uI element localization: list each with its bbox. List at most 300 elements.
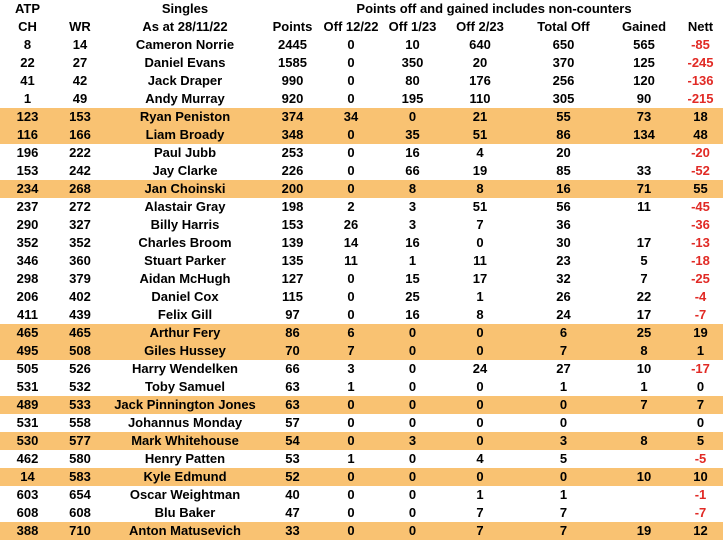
table-row <box>0 378 723 396</box>
column-header-row <box>0 18 723 36</box>
cell-off-2-23: 7 <box>443 522 517 540</box>
cell-off-2-23: 7 <box>476 505 484 520</box>
cell-off-12-22: 0 <box>320 522 382 540</box>
table-row <box>0 324 723 342</box>
cell-off-12-22: 0 <box>347 307 355 322</box>
cell-gained: 134 <box>610 126 678 144</box>
cell-nett: -5 <box>694 451 707 466</box>
cell-wr: 49 <box>72 91 88 106</box>
cell-name: Daniel Evans <box>144 55 226 70</box>
cell-wr: 379 <box>69 271 91 286</box>
cell-ch: 206 <box>16 289 39 304</box>
cell-off-1-23: 16 <box>405 307 420 322</box>
table-row <box>0 54 723 72</box>
cell-off-1-23: 195 <box>401 91 424 106</box>
cell-points: 198 <box>281 199 304 214</box>
cell-name: Kyle Edmund <box>105 468 265 486</box>
cell-name: Anton Matusevich <box>105 522 265 540</box>
cell-nett: 7 <box>678 396 723 414</box>
cell-name: Jack Draper <box>147 73 223 88</box>
column-header-ch: CH <box>18 19 37 34</box>
cell-nett: -45 <box>691 199 710 214</box>
cell-off-1-23: 0 <box>408 379 417 394</box>
cell-total-off: 7 <box>517 522 610 540</box>
cell-wr: 352 <box>69 235 91 250</box>
cell-total-off: 650 <box>552 37 575 52</box>
cell-gained <box>610 144 678 162</box>
cell-name: Stuart Parker <box>144 253 226 268</box>
cell-off-1-23: 0 <box>382 342 443 360</box>
cell-off-1-23: 10 <box>405 37 420 52</box>
cell-nett: -18 <box>691 253 710 268</box>
cell-off-12-22: 34 <box>320 108 382 126</box>
cell-ch: 196 <box>16 145 39 160</box>
cell-total-off: 305 <box>552 91 575 106</box>
cell-gained <box>610 216 678 234</box>
cell-off-12-22: 0 <box>347 487 355 502</box>
cell-off-2-23: 4 <box>476 451 484 466</box>
cell-off-2-23: 0 <box>443 432 517 450</box>
cell-wr: 608 <box>69 505 91 520</box>
cell-nett: -215 <box>687 91 714 106</box>
cell-off-2-23: 17 <box>472 271 488 286</box>
column-header-off-12-22: Off 12/22 <box>323 19 379 34</box>
cell-gained <box>610 450 678 468</box>
cell-off-12-22: 0 <box>347 37 355 52</box>
cell-name: Cameron Norrie <box>135 37 235 52</box>
cell-off-12-22: 0 <box>320 396 382 414</box>
cell-off-12-22: 0 <box>347 289 355 304</box>
cell-off-1-23: 0 <box>382 468 443 486</box>
table-row <box>0 270 723 288</box>
cell-nett: -245 <box>687 55 714 70</box>
cell-off-12-22: 0 <box>320 468 382 486</box>
cell-off-1-23: 0 <box>382 396 443 414</box>
cell-gained: 17 <box>636 235 652 250</box>
table-row <box>0 504 723 522</box>
cell-off-2-23: 0 <box>443 468 517 486</box>
cell-off-12-22: 1 <box>347 379 355 394</box>
cell-ch: 505 <box>16 361 39 376</box>
table-row <box>0 432 723 450</box>
cell-name: Giles Hussey <box>105 342 265 360</box>
cell-off-12-22: 26 <box>343 217 359 232</box>
table-row <box>0 108 723 126</box>
cell-name: Henry Patten <box>144 451 226 466</box>
cell-wr: 526 <box>69 361 91 376</box>
cell-nett: -7 <box>694 505 707 520</box>
cell-off-2-23: 0 <box>443 342 517 360</box>
cell-name: Jay Clarke <box>152 163 218 178</box>
cell-ch: 388 <box>0 522 55 540</box>
cell-wr: 272 <box>69 199 91 214</box>
cell-total-off: 23 <box>556 253 571 268</box>
cell-off-2-23: 19 <box>472 163 488 178</box>
cell-off-1-23: 0 <box>408 487 417 502</box>
cell-name: Blu Baker <box>154 505 216 520</box>
cell-ch: 22 <box>20 55 35 70</box>
cell-ch: 531 <box>16 379 39 394</box>
cell-wr: 465 <box>55 324 105 342</box>
table-row <box>0 288 723 306</box>
cell-name: Jack Pinnington Jones <box>105 396 265 414</box>
table-row <box>0 450 723 468</box>
cell-off-2-23: 0 <box>443 324 517 342</box>
cell-off-1-23: 0 <box>408 361 417 376</box>
cell-nett: -13 <box>691 235 710 250</box>
cell-gained: 90 <box>636 91 652 106</box>
cell-ch: 465 <box>0 324 55 342</box>
cell-nett: -1 <box>694 487 707 502</box>
cell-off-12-22: 2 <box>347 199 355 214</box>
table-row <box>0 198 723 216</box>
cell-off-2-23: 4 <box>476 145 484 160</box>
cell-nett: 18 <box>678 108 723 126</box>
cell-gained: 1 <box>640 379 648 394</box>
cell-off-2-23: 21 <box>443 108 517 126</box>
cell-name: Andy Murray <box>145 91 225 106</box>
cell-name: Johannus Monday <box>127 415 243 430</box>
cell-off-1-23: 0 <box>408 505 417 520</box>
cell-off-12-22: 3 <box>347 361 355 376</box>
cell-gained: 125 <box>633 55 655 70</box>
cell-wr: 27 <box>72 55 88 70</box>
cell-nett: 55 <box>678 180 723 198</box>
table-row <box>0 180 723 198</box>
cell-wr: 222 <box>69 145 91 160</box>
cell-points: 135 <box>281 253 304 268</box>
cell-total-off: 24 <box>556 307 571 322</box>
cell-total-off: 86 <box>517 126 610 144</box>
cell-total-off: 30 <box>556 235 571 250</box>
cell-gained: 17 <box>636 307 652 322</box>
cell-gained: 19 <box>610 522 678 540</box>
column-header-gained: Gained <box>621 19 667 34</box>
cell-ch: 41 <box>20 73 35 88</box>
cell-off-2-23: 8 <box>443 180 517 198</box>
cell-points: 127 <box>281 271 304 286</box>
cell-gained <box>610 414 678 432</box>
cell-points: 2445 <box>278 37 307 52</box>
cell-total-off: 1 <box>559 379 568 394</box>
table-row <box>0 162 723 180</box>
cell-ch: 298 <box>16 271 39 286</box>
table-row <box>0 72 723 90</box>
cell-off-1-23: 35 <box>382 126 443 144</box>
cell-wr: 166 <box>55 126 105 144</box>
cell-points: 348 <box>265 126 320 144</box>
cell-points: 63 <box>265 396 320 414</box>
cell-total-off: 5 <box>559 451 568 466</box>
cell-off-1-23: 16 <box>405 235 420 250</box>
table-row <box>0 486 723 504</box>
column-header-off-1-23: Off 1/23 <box>388 19 437 34</box>
column-header-wr: WR <box>69 19 91 34</box>
column-header-points: Points <box>272 19 313 34</box>
cell-wr: 533 <box>55 396 105 414</box>
cell-wr: 360 <box>69 253 91 268</box>
cell-ch: 411 <box>17 307 38 322</box>
cell-points: 86 <box>265 324 320 342</box>
cell-off-12-22: 0 <box>347 91 355 106</box>
cell-points: 70 <box>265 342 320 360</box>
cell-off-2-23: 640 <box>469 37 491 52</box>
cell-nett: 0 <box>696 415 705 430</box>
cell-off-2-23: 1 <box>476 289 484 304</box>
cell-points: 153 <box>281 217 304 232</box>
cell-gained: 22 <box>636 289 652 304</box>
cell-points: 47 <box>285 505 300 520</box>
cell-nett: -25 <box>691 271 710 286</box>
cell-nett: 12 <box>678 522 723 540</box>
cell-off-1-23: 0 <box>408 451 417 466</box>
cell-off-1-23: 0 <box>382 324 443 342</box>
cell-gained: 73 <box>610 108 678 126</box>
cell-gained: 25 <box>610 324 678 342</box>
cell-points: 33 <box>265 522 320 540</box>
cell-nett: 1 <box>678 342 723 360</box>
cell-nett: 0 <box>696 379 705 394</box>
table-row <box>0 522 723 540</box>
cell-off-1-23: 0 <box>382 108 443 126</box>
cell-points: 374 <box>265 108 320 126</box>
cell-wr: 558 <box>69 415 91 430</box>
cell-off-1-23: 350 <box>401 55 424 70</box>
cell-name: Mark Whitehouse <box>105 432 265 450</box>
cell-points: 200 <box>265 180 320 198</box>
cell-wr: 532 <box>69 379 91 394</box>
cell-gained: 7 <box>610 396 678 414</box>
cell-wr: 153 <box>55 108 105 126</box>
cell-ch: 153 <box>16 163 39 178</box>
cell-wr: 508 <box>55 342 105 360</box>
cell-wr: 577 <box>55 432 105 450</box>
cell-points: 40 <box>285 487 300 502</box>
table-row <box>0 342 723 360</box>
cell-off-1-23: 3 <box>408 217 417 232</box>
cell-ch: 1 <box>23 91 32 106</box>
cell-name: Aidan McHugh <box>139 271 231 286</box>
cell-off-1-23: 25 <box>405 289 420 304</box>
table-row <box>0 414 723 432</box>
cell-off-1-23: 1 <box>408 253 417 268</box>
column-header-nett: Nett <box>687 19 714 34</box>
title-row <box>0 0 723 18</box>
cell-off-12-22: 6 <box>320 324 382 342</box>
cell-name: Toby Samuel <box>145 379 225 394</box>
cell-total-off: 36 <box>556 217 571 232</box>
cell-gained: 8 <box>610 342 678 360</box>
cell-points: 1585 <box>278 55 307 70</box>
cell-gained: 10 <box>610 468 678 486</box>
cell-points: 57 <box>285 415 300 430</box>
cell-off-1-23: 3 <box>408 199 417 214</box>
cell-ch: 290 <box>16 217 39 232</box>
table-row <box>0 90 723 108</box>
non-counters-note: Points off and gained includes non-counters <box>356 1 632 16</box>
cell-off-12-22: 0 <box>347 55 355 70</box>
cell-off-1-23: 0 <box>382 522 443 540</box>
cell-wr: 654 <box>69 487 91 502</box>
cell-points: 990 <box>281 73 304 88</box>
cell-ch: 489 <box>0 396 55 414</box>
cell-off-12-22: 0 <box>347 415 355 430</box>
cell-gained: 120 <box>633 73 655 88</box>
cell-off-2-23: 110 <box>469 91 491 106</box>
cell-gained: 33 <box>636 163 652 178</box>
cell-wr: 583 <box>55 468 105 486</box>
cell-name: Paul Jubb <box>153 145 217 160</box>
cell-points: 52 <box>265 468 320 486</box>
table-row <box>0 126 723 144</box>
column-header-off-2-23: Off 2/23 <box>456 19 504 34</box>
table-row <box>0 360 723 378</box>
cell-ch: 8 <box>23 37 32 52</box>
cell-gained: 8 <box>610 432 678 450</box>
cell-ch: 495 <box>0 342 55 360</box>
singles-label: Singles <box>161 1 209 16</box>
cell-total-off: 3 <box>517 432 610 450</box>
cell-total-off: 32 <box>556 271 571 286</box>
cell-gained: 71 <box>610 180 678 198</box>
cell-points: 54 <box>265 432 320 450</box>
cell-off-1-23: 66 <box>405 163 420 178</box>
cell-off-12-22: 14 <box>343 235 359 250</box>
cell-ch: 237 <box>16 199 39 214</box>
cell-nett: -52 <box>691 163 710 178</box>
cell-name: Alastair Gray <box>144 199 226 214</box>
cell-nett: -136 <box>687 73 714 88</box>
cell-total-off: 370 <box>552 55 575 70</box>
cell-nett: 10 <box>678 468 723 486</box>
cell-wr: 14 <box>72 37 88 52</box>
cell-gained: 11 <box>637 199 651 214</box>
cell-off-12-22: 0 <box>347 271 355 286</box>
cell-wr: 242 <box>69 163 91 178</box>
cell-points: 253 <box>281 145 304 160</box>
cell-total-off: 0 <box>517 468 610 486</box>
cell-total-off: 16 <box>517 180 610 198</box>
cell-total-off: 6 <box>517 324 610 342</box>
cell-off-12-22: 0 <box>320 432 382 450</box>
table-row <box>0 234 723 252</box>
cell-ch: 608 <box>16 505 39 520</box>
table-row <box>0 216 723 234</box>
title-spacer <box>55 0 105 18</box>
column-header-total-off: Total Off <box>537 19 590 34</box>
cell-ch: 603 <box>16 487 39 502</box>
cell-name: Billy Harris <box>150 217 220 232</box>
cell-name: Arthur Fery <box>105 324 265 342</box>
cell-total-off: 1 <box>559 487 568 502</box>
cell-off-12-22: 0 <box>347 163 355 178</box>
cell-off-12-22: 0 <box>320 180 382 198</box>
cell-total-off: 7 <box>517 342 610 360</box>
cell-ch: 123 <box>0 108 55 126</box>
cell-nett: -17 <box>691 361 710 376</box>
cell-name: Charles Broom <box>138 235 232 250</box>
cell-ch: 462 <box>16 451 39 466</box>
cell-ch: 346 <box>16 253 39 268</box>
cell-wr: 327 <box>69 217 91 232</box>
cell-nett: 19 <box>678 324 723 342</box>
cell-total-off: 27 <box>556 361 571 376</box>
cell-total-off: 0 <box>517 396 610 414</box>
table-row <box>0 36 723 54</box>
cell-off-12-22: 11 <box>344 253 358 268</box>
cell-gained: 5 <box>640 253 648 268</box>
cell-total-off: 0 <box>559 415 568 430</box>
cell-off-12-22: 1 <box>347 451 355 466</box>
table-row <box>0 306 723 324</box>
cell-off-1-23: 15 <box>405 271 420 286</box>
cell-nett: -4 <box>694 289 707 304</box>
cell-ch: 116 <box>0 126 55 144</box>
cell-points: 226 <box>281 163 304 178</box>
cell-gained: 565 <box>633 37 655 52</box>
cell-off-2-23: 11 <box>473 253 487 268</box>
cell-gained: 10 <box>636 361 652 376</box>
cell-off-2-23: 0 <box>476 415 484 430</box>
cell-wr: 710 <box>55 522 105 540</box>
cell-points: 63 <box>285 379 300 394</box>
cell-points: 115 <box>282 289 303 304</box>
cell-name: Harry Wendelken <box>132 361 238 376</box>
cell-off-2-23: 7 <box>476 217 484 232</box>
cell-off-1-23: 80 <box>405 73 420 88</box>
cell-wr: 439 <box>69 307 91 322</box>
cell-off-2-23: 51 <box>443 126 517 144</box>
cell-off-12-22: 7 <box>320 342 382 360</box>
cell-ch: 234 <box>0 180 55 198</box>
cell-off-2-23: 1 <box>476 487 484 502</box>
cell-gained <box>610 486 678 504</box>
cell-ch: 14 <box>0 468 55 486</box>
cell-off-12-22: 0 <box>347 73 355 88</box>
cell-total-off: 26 <box>556 289 571 304</box>
cell-gained <box>610 504 678 522</box>
cell-name: Jan Choinski <box>105 180 265 198</box>
cell-off-1-23: 8 <box>382 180 443 198</box>
cell-off-2-23: 8 <box>476 307 484 322</box>
table-row <box>0 144 723 162</box>
cell-off-2-23: 24 <box>472 361 488 376</box>
table-row <box>0 252 723 270</box>
cell-total-off: 85 <box>556 163 571 178</box>
cell-wr: 42 <box>72 73 88 88</box>
cell-name: Felix Gill <box>157 307 213 322</box>
cell-nett: -20 <box>691 145 710 160</box>
cell-points: 139 <box>281 235 304 250</box>
cell-name: Liam Broady <box>105 126 265 144</box>
cell-off-12-22: 0 <box>347 505 355 520</box>
cell-off-2-23: 20 <box>472 55 488 70</box>
cell-ch: 531 <box>16 415 39 430</box>
cell-off-1-23: 16 <box>405 145 420 160</box>
cell-total-off: 7 <box>559 505 568 520</box>
cell-off-12-22: 0 <box>320 126 382 144</box>
cell-off-1-23: 0 <box>408 415 417 430</box>
cell-off-2-23: 51 <box>472 199 488 214</box>
cell-off-2-23: 0 <box>443 396 517 414</box>
cell-nett: 5 <box>678 432 723 450</box>
cell-name: Oscar Weightman <box>129 487 241 502</box>
cell-total-off: 56 <box>556 199 571 214</box>
atp-label: ATP <box>14 1 41 16</box>
cell-gained: 7 <box>640 271 648 286</box>
table-row <box>0 468 723 486</box>
cell-off-2-23: 176 <box>469 73 491 88</box>
